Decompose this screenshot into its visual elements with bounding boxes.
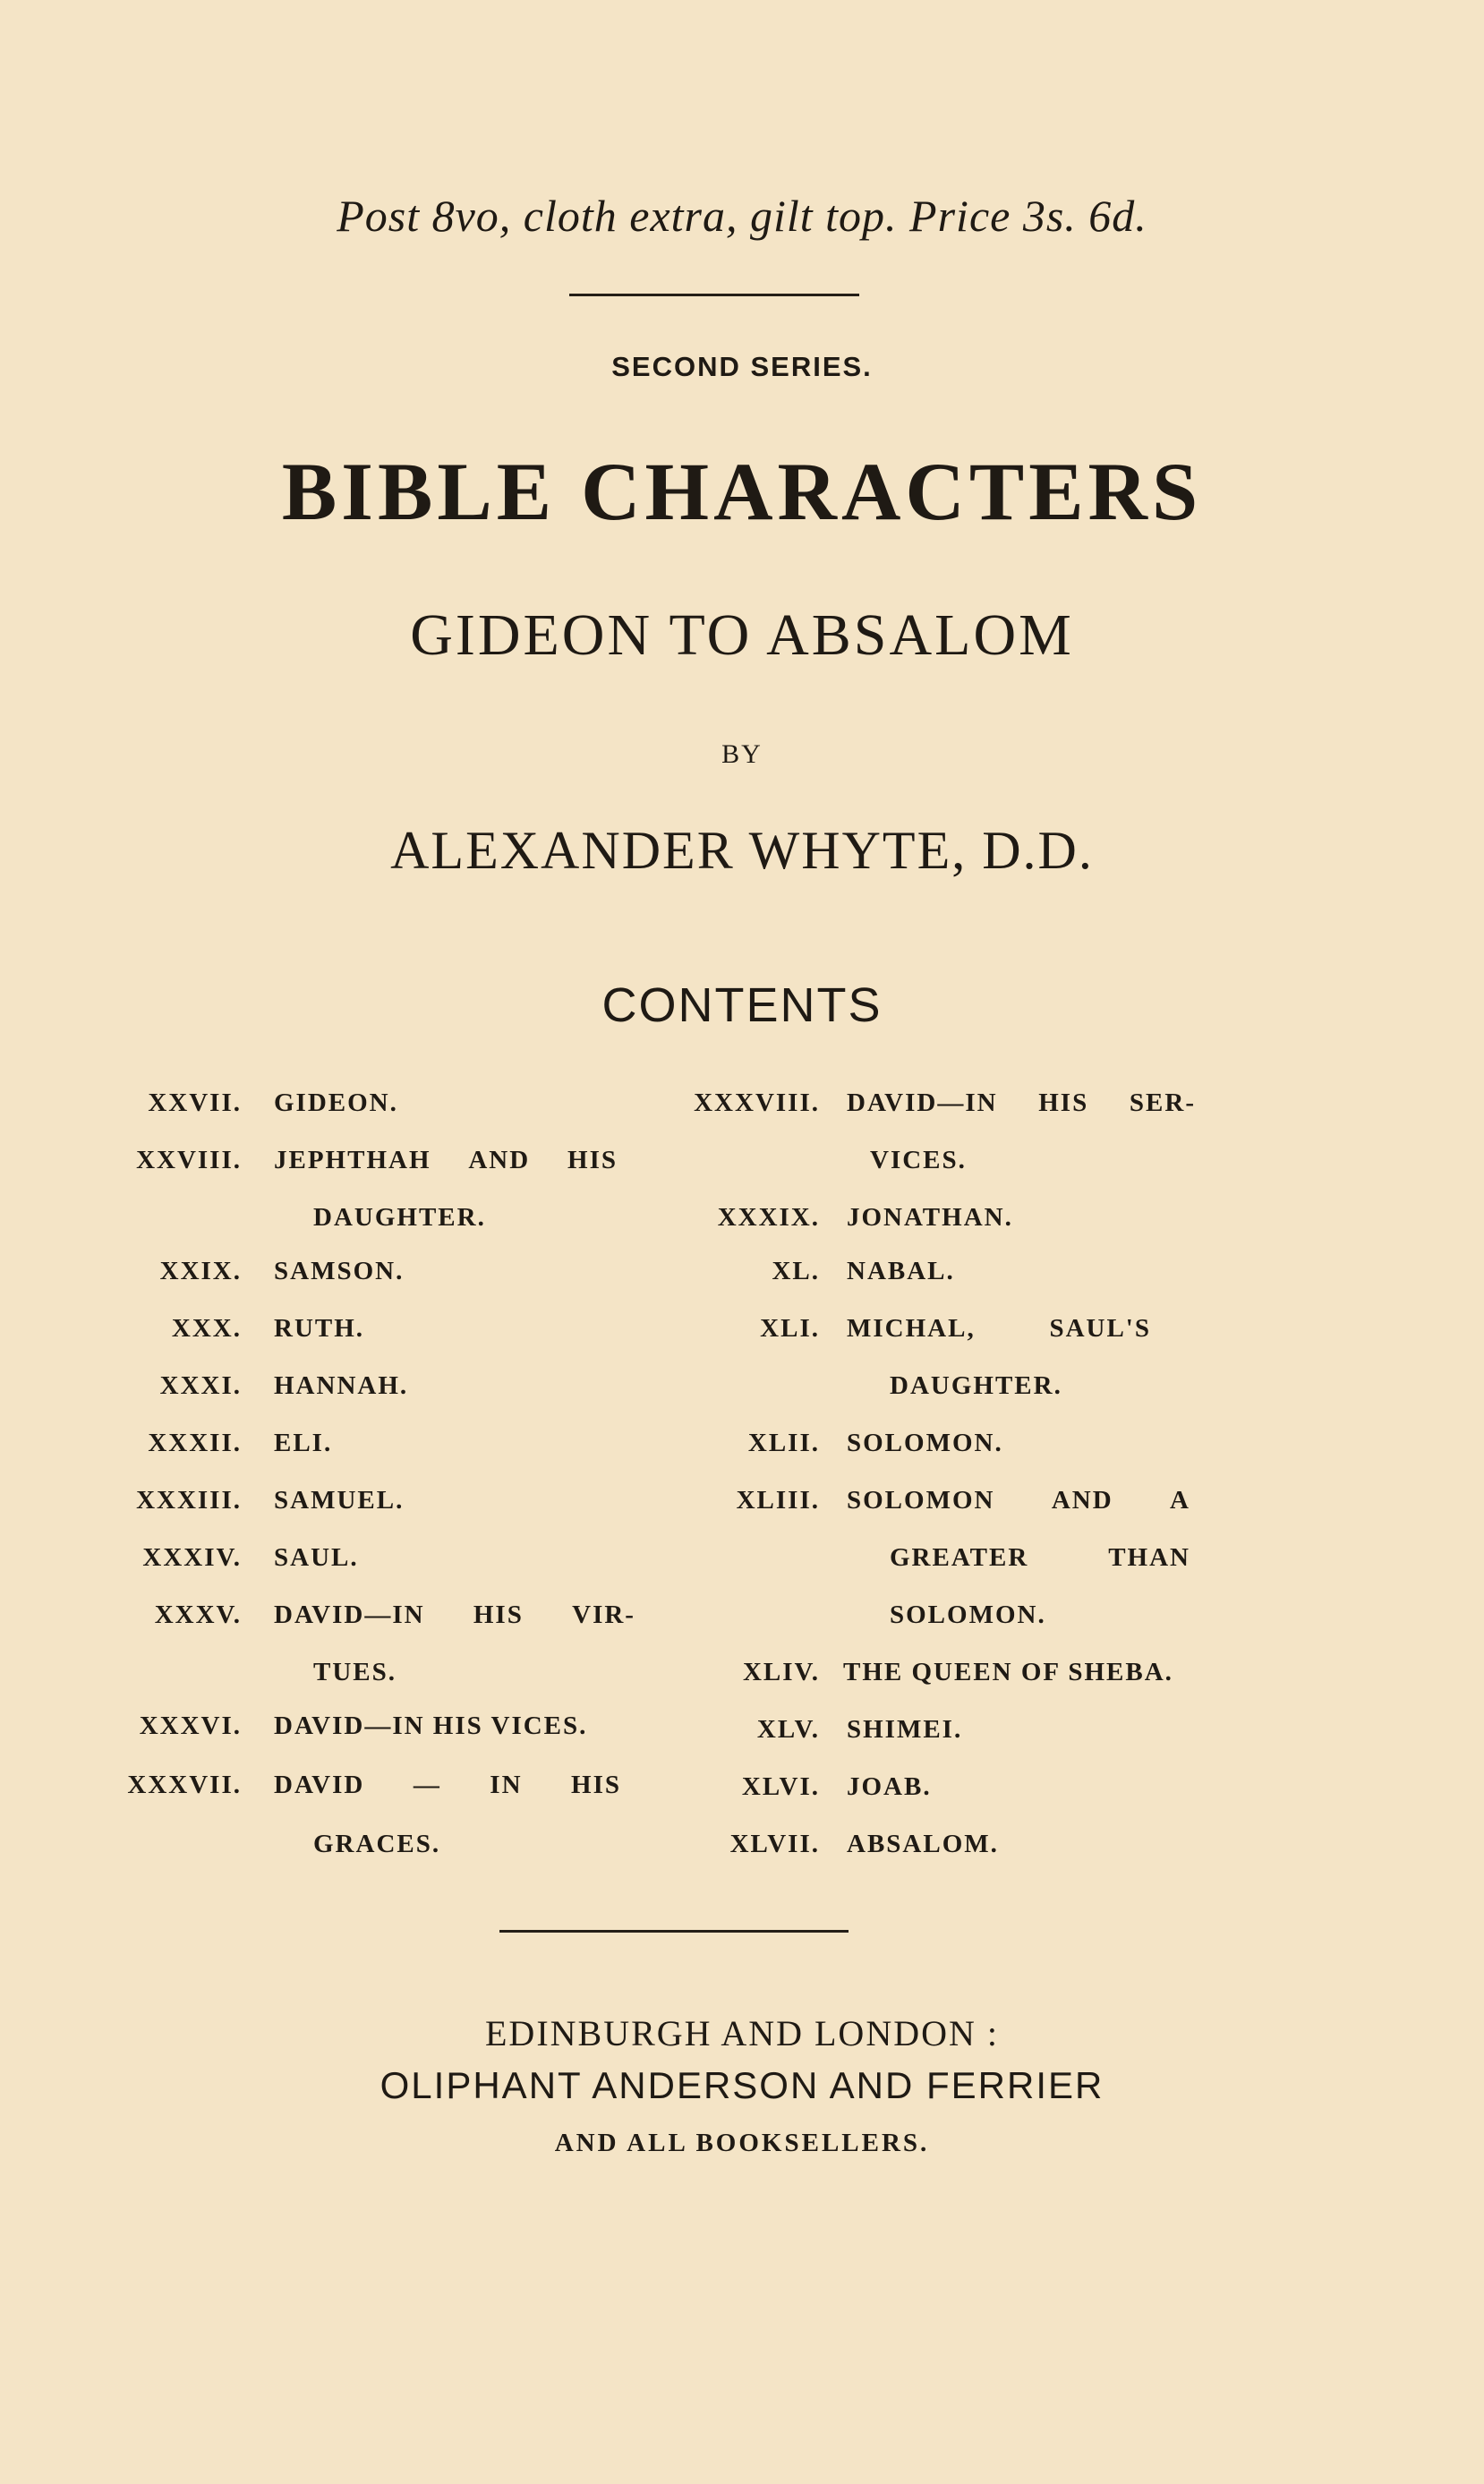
toc-number: XLV.	[756, 1715, 820, 1744]
toc-title: SOLOMON.	[847, 1429, 1003, 1457]
toc-title: RUTH.	[274, 1314, 365, 1343]
toc-title-continued: GRACES.	[313, 1830, 441, 1858]
toc-title-word: DAVID—IN	[274, 1601, 425, 1629]
toc-number: XLVII.	[729, 1830, 820, 1858]
toc-title-continued: VICES.	[870, 1146, 967, 1174]
toc-title: SAUL.	[274, 1543, 359, 1572]
toc-number: XXXVI.	[139, 1711, 242, 1740]
toc-title-word: HIS	[567, 1146, 618, 1174]
toc-title-word: SAUL'S	[1049, 1314, 1151, 1343]
toc-title: NABAL.	[847, 1257, 955, 1285]
author-name: ALEXANDER WHYTE, D.D.	[390, 821, 1094, 880]
toc-title-word: A	[1170, 1486, 1190, 1515]
toc-title-continued	[890, 1545, 1190, 1571]
toc-number: XXXIX.	[717, 1203, 820, 1232]
toc-number: XXXIII.	[136, 1486, 242, 1515]
toc-title: JONATHAN.	[847, 1203, 1013, 1232]
bottom-divider	[499, 1930, 849, 1933]
toc-number: XXXIV.	[142, 1543, 242, 1572]
toc-title-word: GREATER	[890, 1543, 1029, 1572]
toc-title-word: —	[413, 1771, 441, 1799]
toc-number: XXX.	[171, 1314, 242, 1343]
toc-number: XXXI.	[159, 1371, 242, 1400]
toc-title-word: HIS	[473, 1601, 524, 1629]
toc-title-word: VIR-	[572, 1601, 635, 1629]
toc-title-continued: SOLOMON.	[890, 1601, 1046, 1629]
toc-number: XLIII.	[736, 1486, 820, 1515]
toc-title: ABSALOM.	[847, 1830, 999, 1858]
toc-number: XL.	[772, 1257, 820, 1285]
toc-title-word: JEPHTHAH	[274, 1146, 431, 1174]
toc-title: THE QUEEN OF SHEBA.	[843, 1658, 1173, 1686]
toc-number: XXXV.	[154, 1601, 242, 1629]
by-label: BY	[721, 739, 763, 769]
toc-title-word: SER-	[1129, 1088, 1196, 1117]
book-title: BIBLE CHARACTERS	[281, 446, 1203, 537]
toc-title	[847, 1316, 1151, 1342]
toc-title-word: THAN	[1108, 1543, 1190, 1572]
toc-title: SHIMEI.	[847, 1715, 963, 1744]
toc-title-word: HIS	[571, 1771, 621, 1799]
toc-title: DAVID—IN HIS VICES.	[274, 1711, 588, 1740]
toc-number: XXXVII.	[127, 1771, 242, 1799]
toc-title	[274, 1602, 635, 1628]
toc-title-word: DAVID—IN	[847, 1088, 998, 1117]
toc-title	[274, 1148, 618, 1174]
toc-title-continued: DAUGHTER.	[890, 1371, 1062, 1400]
toc-title-continued: TUES.	[313, 1658, 397, 1686]
toc-title-word: AND	[468, 1146, 531, 1174]
publisher-name: OLIPHANT ANDERSON AND FERRIER	[380, 2064, 1104, 2106]
contents-heading: CONTENTS	[601, 978, 883, 1032]
toc-title: SAMUEL.	[274, 1486, 405, 1515]
toc-number: XXXII.	[148, 1429, 242, 1457]
toc-title	[847, 1488, 1190, 1514]
series-label: SECOND SERIES.	[611, 351, 873, 382]
toc-number: XLII.	[747, 1429, 820, 1457]
toc-title-word: SOLOMON	[847, 1486, 995, 1515]
toc-number: XLVI.	[741, 1772, 820, 1801]
toc-title	[847, 1090, 1196, 1116]
publication-place: EDINBURGH AND LONDON :	[485, 2013, 999, 2053]
top-divider	[569, 294, 859, 296]
toc-title-continued: DAUGHTER.	[313, 1203, 486, 1232]
toc-title: HANNAH.	[274, 1371, 409, 1400]
toc-number: XXVII.	[148, 1088, 242, 1117]
toc-number: XXVIII.	[136, 1146, 242, 1174]
toc-title-word: DAVID	[274, 1771, 365, 1799]
toc-title: SAMSON.	[274, 1257, 405, 1285]
toc-title-word: IN	[490, 1771, 523, 1799]
toc-title-word: HIS	[1038, 1088, 1089, 1117]
toc-title: ELI.	[274, 1429, 333, 1457]
toc-number: XXIX.	[159, 1257, 242, 1285]
toc-title-word: MICHAL,	[847, 1314, 976, 1343]
toc-number: XLIV.	[742, 1658, 820, 1686]
book-subtitle: GIDEON TO ABSALOM	[410, 602, 1074, 668]
toc-number: XXXVIII.	[694, 1088, 820, 1117]
toc-title-word: AND	[1051, 1486, 1113, 1515]
toc-title: GIDEON.	[274, 1088, 398, 1117]
toc-number: XLI.	[760, 1314, 820, 1343]
toc-title: JOAB.	[847, 1772, 932, 1801]
booksellers-line: AND ALL BOOKSELLERS.	[554, 2129, 930, 2157]
price-line: Post 8vo, cloth extra, gilt top. Price 3s. 6d.	[337, 191, 1147, 241]
